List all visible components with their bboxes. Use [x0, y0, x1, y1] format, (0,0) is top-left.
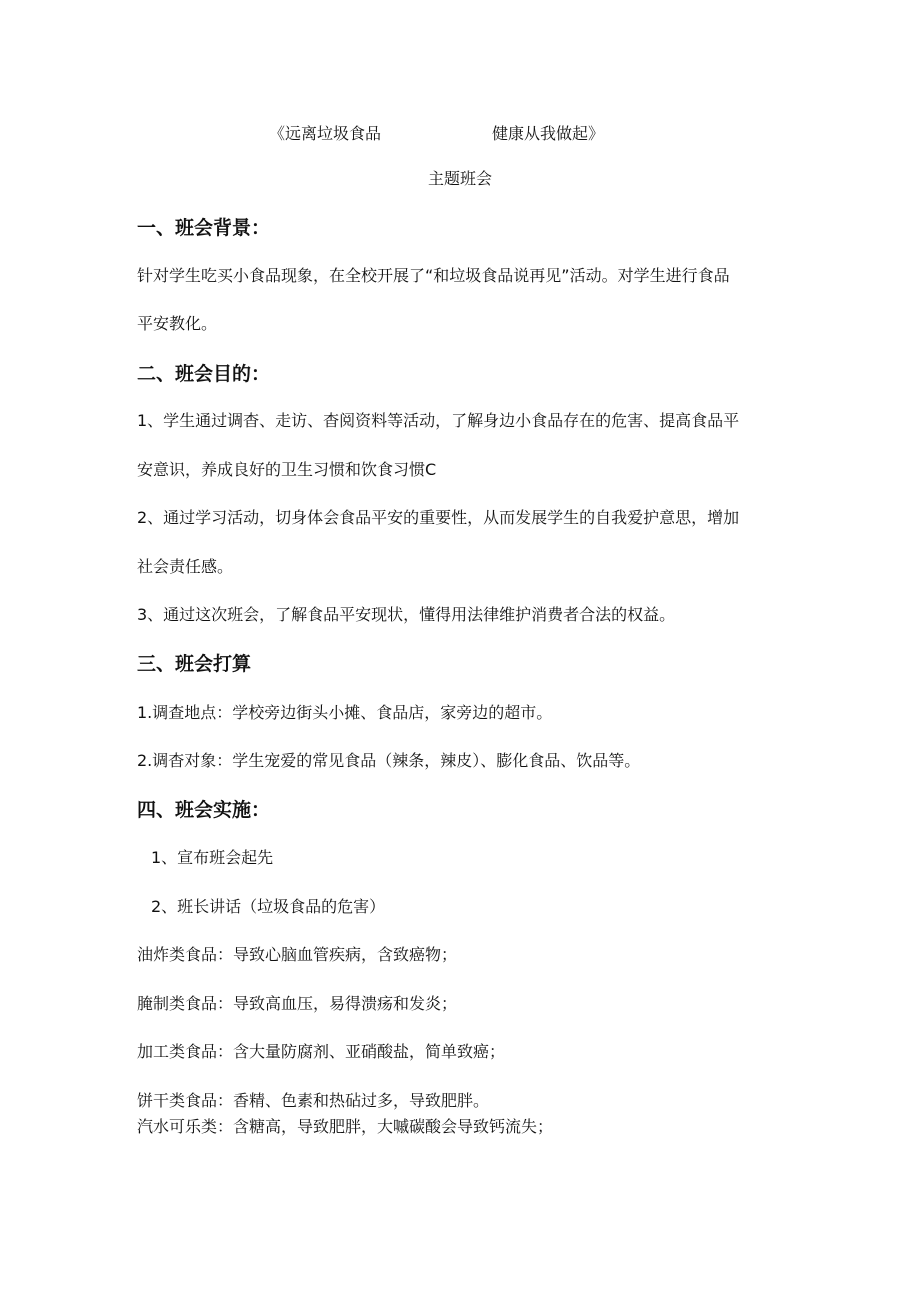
- section-heading-background: 一、班会背景：: [137, 217, 271, 239]
- paragraph-line: 社会责任感。: [137, 557, 234, 576]
- paragraph-line: 1.调查地点：学校旁边街头小摊、食品店，家旁边的超市。: [137, 703, 553, 722]
- food-item: 加工类食品：含大量防腐剂、亚硝酸盐，简单致癌；: [137, 1042, 506, 1061]
- food-item: 腌制类食品：导致高血压，易得溃疡和发炎；: [137, 994, 458, 1013]
- section-heading-implementation: 四、班会实施：: [137, 799, 271, 821]
- title-right: 健康从我做起》: [492, 124, 605, 143]
- paragraph-line: 平安教化。: [137, 314, 218, 333]
- paragraph-line: 针对学生吃买小食品现象，在全校开展了“和垃圾食品说再见”活动。对学生进行食品: [137, 266, 730, 285]
- paragraph-line: 1、学生通过调杳、走访、杳阅资料等活动，了解身边小食品存在的危害、提高食品平: [137, 411, 740, 430]
- food-item: 油炸类食品：导致心脑血管疾病，含致癌物；: [137, 945, 458, 964]
- paragraph-line: 2、通过学习活动，切身体会食品平安的重要性，从而发展学生的自我爱护意思，增加: [137, 508, 740, 527]
- step-line: 1、宣布班会起先: [151, 848, 274, 867]
- title-left: 《远离垃圾食品: [269, 124, 382, 143]
- paragraph-line: 安意识，养成良好的卫生习惯和饮食习惯C: [137, 460, 437, 479]
- food-item: 饼干类食品：香精、色素和热砧过多，导致肥胖。: [137, 1091, 490, 1110]
- section-heading-purpose: 二、班会目的：: [137, 363, 271, 385]
- paragraph-line: 3、通过这次班会，了解食品平安现状，懂得用法律维护消费者合法的权益。: [137, 605, 676, 624]
- section-heading-plan: 三、班会打算: [137, 653, 252, 675]
- paragraph-line: 2.调杳对象：学生宠爱的常见食品（辣条，辣皮）、膨化食品、饮品等。: [137, 751, 641, 770]
- food-item: 汽水可乐类：含糖高，导致肥胖，大嘁碳酸会导致钙流失；: [137, 1117, 554, 1136]
- step-line: 2、班长讲话（垃圾食品的危害）: [151, 897, 386, 916]
- subtitle: 主题班会: [428, 169, 493, 188]
